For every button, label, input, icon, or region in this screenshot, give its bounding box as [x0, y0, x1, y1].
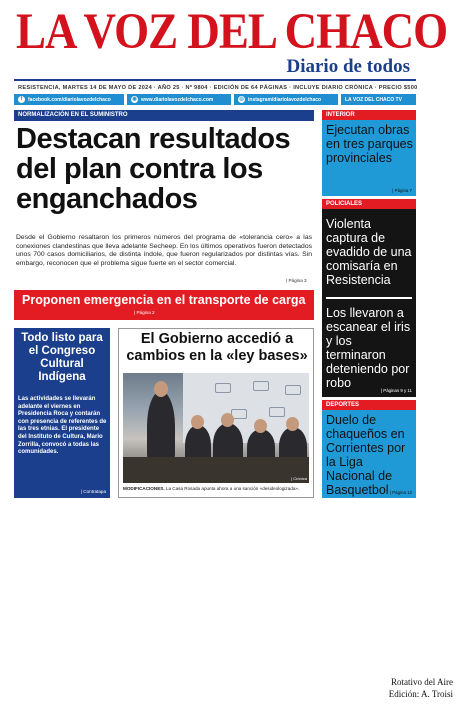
transport-story[interactable]	[14, 290, 314, 320]
website-link[interactable]	[127, 94, 231, 105]
senado-logo	[269, 407, 285, 417]
person-head	[254, 419, 267, 433]
masthead-divider	[14, 79, 416, 81]
masthead-title: LA VOZ DEL CHACO	[16, 3, 448, 60]
interior-section-label: INTERIOR	[322, 110, 416, 120]
main-lead: Desde el Gobierno resaltaron los primeros números del programa de «tolerancia cero» a las conexiones clandestinas que lleva adelante Secheep. En los últimos operativos fueron detectados unos 700 casos domiciliarios, de distinta índole, que fueron regularizados por distintas vías. Sin embargo, reconocen que el problema sigue fuerte en el sector comercial.	[16, 234, 312, 267]
congress-page-ref: | Contratapa	[80, 489, 106, 494]
person-head	[191, 415, 204, 429]
masthead-subtitle: Diario de todos	[286, 56, 410, 77]
main-section-label: NORMALIZACIÓN EN EL SUMINISTRO	[14, 110, 314, 121]
facebook-link-label: facebook.com/diariolavozdelchaco	[28, 96, 111, 103]
person-head	[221, 413, 234, 427]
newspaper-front-page	[14, 0, 448, 500]
edition-credits	[389, 676, 453, 700]
facebook-link[interactable]	[14, 94, 124, 105]
photo-credit: | Crónica	[291, 476, 307, 481]
policiales-section-label: POLICIALES	[322, 199, 416, 209]
caption-text: La Casa Rosada apunta ahora a una sanción «desideologizada».	[165, 486, 300, 491]
person	[147, 391, 175, 461]
congress-story[interactable]	[14, 328, 110, 498]
meeting-desk	[123, 457, 309, 483]
person-head	[286, 417, 299, 431]
person-head	[154, 381, 168, 397]
deportes-section-label: DEPORTES	[322, 400, 416, 410]
policiales-stories[interactable]	[322, 209, 416, 397]
tv-link-label: LA VOZ DEL CHACO TV	[345, 96, 402, 103]
policiales-headline-1: Violenta captura de evadido de una comisaría en Resistencia	[326, 217, 412, 287]
senado-logo	[253, 381, 269, 391]
interior-page-ref: | Página 7	[392, 188, 412, 193]
ley-bases-headline: El Gobierno accedió a cambios en la «ley bases»	[126, 331, 308, 364]
dateline: RESISTENCIA, MARTES 14 DE MAYO DE 2024 · AÑO 25 · Nº 9804 · EDICIÓN DE 64 PÁGINAS · INCLUYE DIARIO CRÓNICA · PRECIO $500	[18, 85, 418, 91]
senado-logo	[285, 385, 301, 395]
caption-label: MODIFICACIONES.	[123, 486, 165, 491]
deportes-story[interactable]	[322, 410, 416, 498]
ley-bases-story[interactable]	[118, 328, 314, 498]
social-links-bar	[14, 94, 416, 105]
deportes-page-ref: | Página 12	[389, 490, 412, 495]
transport-headline: Proponen emergencia en el transporte de carga	[22, 293, 306, 307]
credits-line-1: Rotativo del Aire	[391, 677, 453, 687]
masthead	[14, 0, 448, 82]
policiales-headline-2: Los llevaron a escanear el iris y los terminaron deteniendo por robo	[326, 306, 411, 390]
credits-line-2: Edición: A. Troisi	[388, 689, 453, 699]
deportes-headline: Duelo de chaqueños en Corrientes por la Liga Nacional de Basquetbol	[326, 413, 406, 497]
instagram-icon: ◎	[239, 96, 244, 102]
main-headline[interactable]: Destacan resultados del plan contra los enganchados	[16, 123, 291, 215]
facebook-icon: f	[18, 96, 25, 103]
transport-page-ref: | Página 2	[134, 310, 155, 315]
photo-caption	[123, 486, 309, 491]
instagram-link[interactable]	[234, 94, 338, 105]
senado-logo	[215, 383, 231, 393]
instagram-link-label: instagram/diariolavozdelchaco	[248, 96, 322, 103]
policiales-divider	[326, 297, 412, 299]
senate-meeting-photo	[123, 373, 309, 483]
policiales-page-ref: | Páginas 9 y 11	[380, 388, 412, 393]
interior-headline: Ejecutan obras en tres parques provinciales	[326, 123, 413, 165]
main-page-ref: | Página 3	[286, 278, 307, 283]
congress-body: Las actividades se llevarán adelante el viernes en Presidencia Roca y contarán con presencia de referentes de las tres etnias. El presidente del Instituto de Cultura, Mario Zorrilla, convocó a todas las comunidades.	[18, 396, 107, 456]
globe-icon: ◉	[132, 96, 137, 102]
congress-headline: Todo listo para el Congreso Cultural Indígena	[21, 332, 103, 383]
website-link-label: www.diariolavozdelchaco.com	[141, 96, 214, 103]
tv-link[interactable]	[341, 94, 416, 105]
interior-story[interactable]	[322, 120, 416, 196]
